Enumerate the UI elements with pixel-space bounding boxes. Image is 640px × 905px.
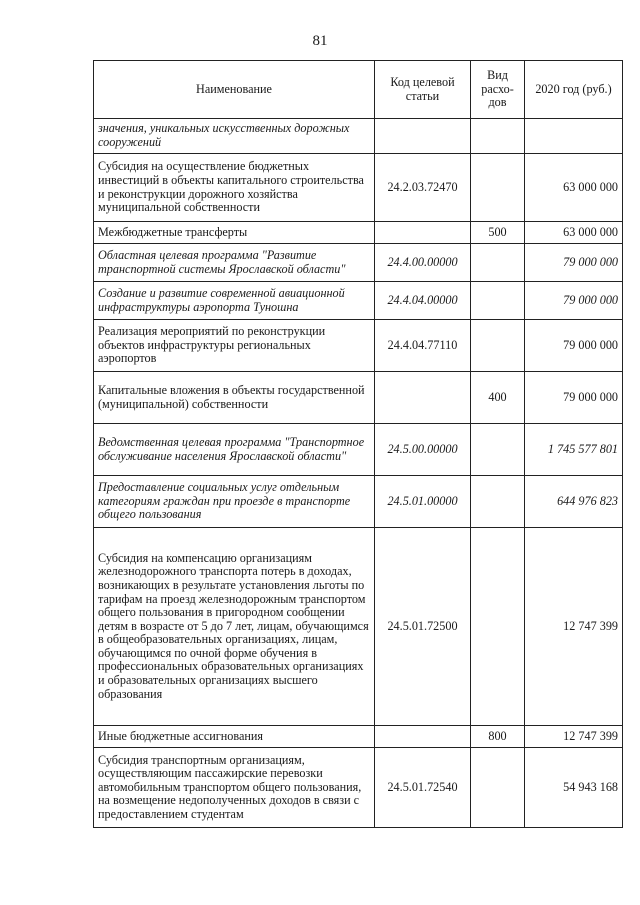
row-type: 800 <box>471 726 525 748</box>
row-code: 24.5.01.72500 <box>375 528 471 726</box>
row-code <box>375 726 471 748</box>
row-amount: 12 747 399 <box>525 726 623 748</box>
row-code: 24.4.00.00000 <box>375 244 471 282</box>
row-type <box>471 244 525 282</box>
row-amount: 79 000 000 <box>525 282 623 320</box>
row-amount: 644 976 823 <box>525 476 623 528</box>
table-header-row <box>94 61 623 119</box>
table-row <box>94 282 623 320</box>
row-name: Областная целевая программа "Развитие транспортной системы Ярославской области" <box>94 244 375 282</box>
table-body <box>94 119 623 828</box>
row-amount: 54 943 168 <box>525 748 623 828</box>
row-name: Субсидия на компенсацию организациям железнодорожного транспорта потерь в доходах, возникающих в результате установления льготы по тарифам на проезд железнодорожным транспортом общего пользования в пригородном сообщении детям в возрасте от 5 до 7 лет, лицам, обучающимся в общеобразовательных организациях, лицам, обучающимся по очной форме обучения в профессиональных образовательных организациях и образовательных организациях высшего образования <box>94 528 375 726</box>
row-type <box>471 119 525 154</box>
row-name: Создание и развитие современной авиационной инфраструктуры аэропорта Туношна <box>94 282 375 320</box>
row-code: 24.5.01.00000 <box>375 476 471 528</box>
row-amount: 1 745 577 801 <box>525 424 623 476</box>
budget-table <box>93 60 623 828</box>
row-name: Межбюджетные трансферты <box>94 222 375 244</box>
table-row <box>94 748 623 828</box>
row-amount: 79 000 000 <box>525 244 623 282</box>
row-name: Иные бюджетные ассигнования <box>94 726 375 748</box>
row-type <box>471 320 525 372</box>
row-type <box>471 154 525 222</box>
row-type: 500 <box>471 222 525 244</box>
table-row <box>94 424 623 476</box>
row-amount <box>525 119 623 154</box>
row-code: 24.4.04.77110 <box>375 320 471 372</box>
header-amount: 2020 год (руб.) <box>525 61 623 119</box>
row-code <box>375 222 471 244</box>
row-type <box>471 282 525 320</box>
row-type <box>471 424 525 476</box>
table-row <box>94 320 623 372</box>
row-amount: 63 000 000 <box>525 222 623 244</box>
row-name: значения, уникальных искусственных дорожных сооружений <box>94 119 375 154</box>
row-type: 400 <box>471 372 525 424</box>
row-name: Реализация мероприятий по реконструкции объектов инфраструктуры региональных аэропортов <box>94 320 375 372</box>
row-name: Субсидия на осуществление бюджетных инвестиций в объекты капитального строительства и реконструкции дорожного хозяйства муниципальной собственности <box>94 154 375 222</box>
row-name: Ведомственная целевая программа "Транспортное обслуживание населения Ярославской области" <box>94 424 375 476</box>
table-row <box>94 119 623 154</box>
row-code <box>375 119 471 154</box>
row-code: 24.5.00.00000 <box>375 424 471 476</box>
header-type: Вид расхо-дов <box>471 61 525 119</box>
table-row <box>94 726 623 748</box>
row-type <box>471 748 525 828</box>
table-row <box>94 528 623 726</box>
row-name: Субсидия транспортным организациям, осуществляющим пассажирские перевозки автомобильным транспортом общего пользования, на возмещение недополученных доходов в связи с предоставлением студентам <box>94 748 375 828</box>
row-amount: 79 000 000 <box>525 372 623 424</box>
row-code: 24.5.01.72540 <box>375 748 471 828</box>
row-amount: 63 000 000 <box>525 154 623 222</box>
row-name: Предоставление социальных услуг отдельным категориям граждан при проезде в транспорте общего пользования <box>94 476 375 528</box>
table-row <box>94 476 623 528</box>
table-row <box>94 154 623 222</box>
table-row <box>94 244 623 282</box>
row-code <box>375 372 471 424</box>
row-code: 24.2.03.72470 <box>375 154 471 222</box>
table-row <box>94 372 623 424</box>
row-type <box>471 476 525 528</box>
table-row <box>94 222 623 244</box>
page-number: 81 <box>312 33 328 49</box>
row-type <box>471 528 525 726</box>
row-code: 24.4.04.00000 <box>375 282 471 320</box>
row-name: Капитальные вложения в объекты государственной (муниципальной) собственности <box>94 372 375 424</box>
row-amount: 12 747 399 <box>525 528 623 726</box>
header-name: Наименование <box>94 61 375 119</box>
header-code: Код целевой статьи <box>375 61 471 119</box>
row-amount: 79 000 000 <box>525 320 623 372</box>
